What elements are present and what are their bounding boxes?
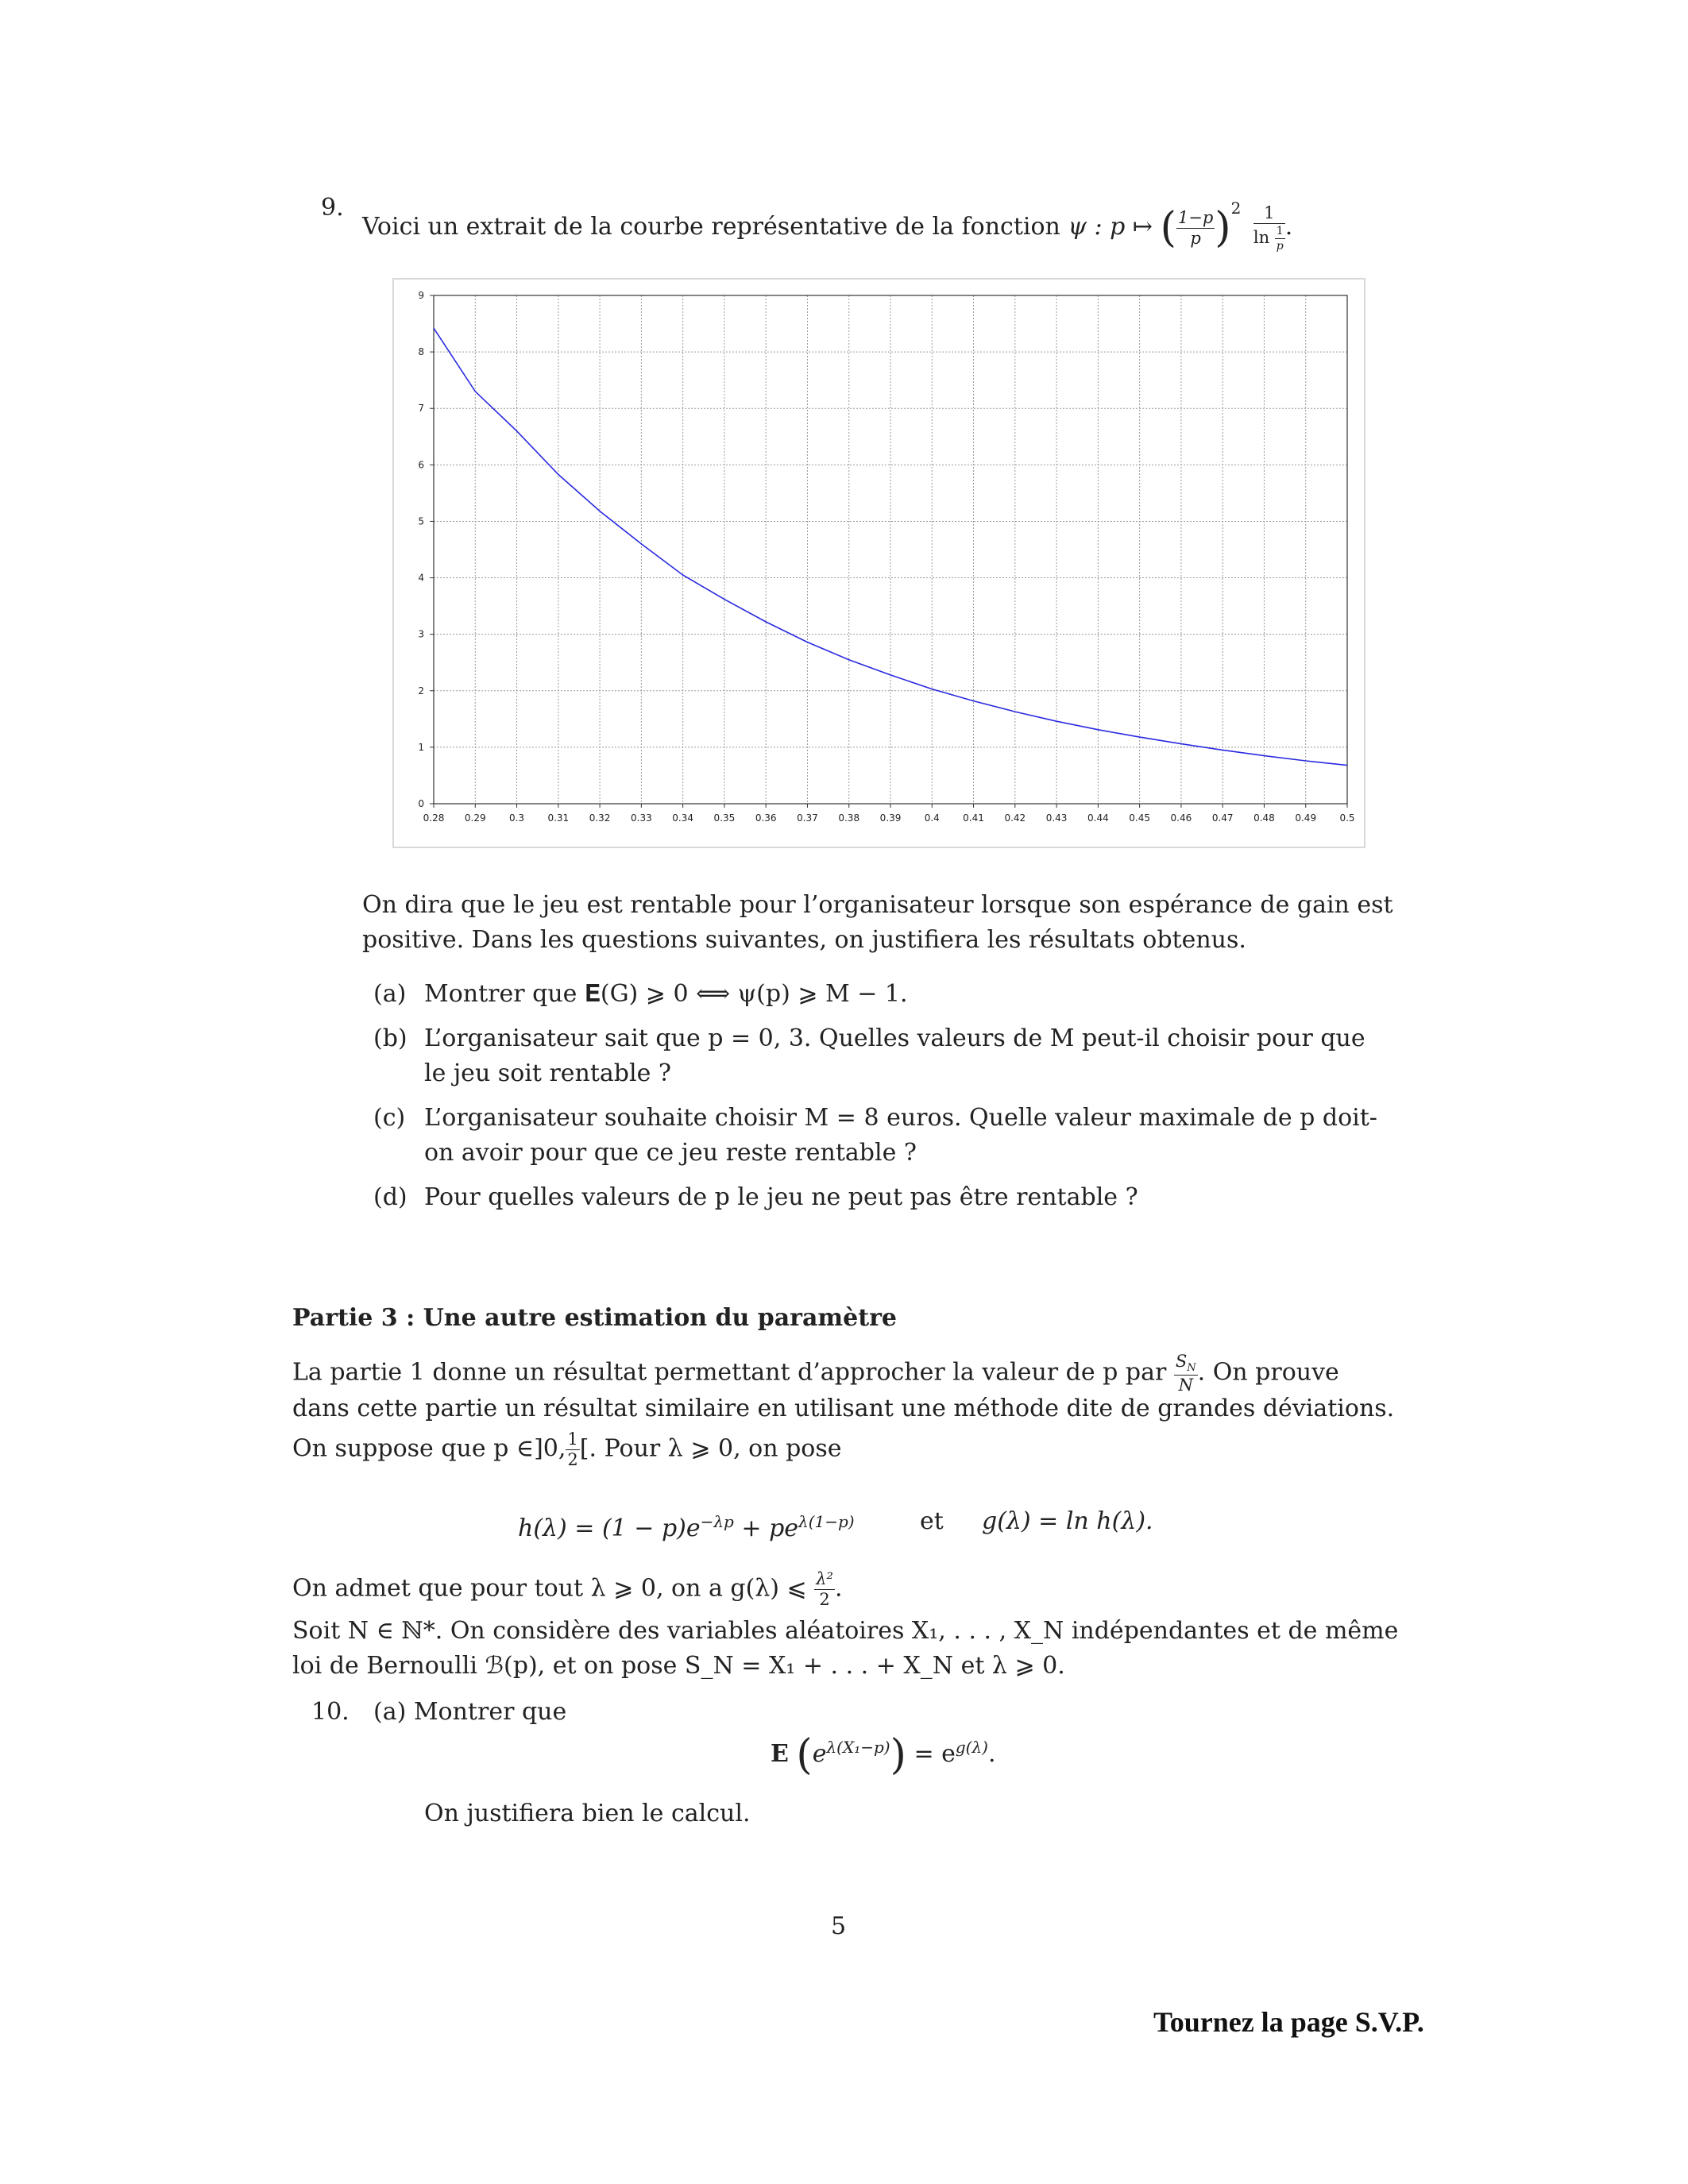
question-9-intro bbox=[362, 191, 1292, 252]
x-tick-label: 0.43 bbox=[1045, 812, 1068, 824]
x-tick-label: 0.35 bbox=[713, 812, 736, 824]
y-tick-label: 0 bbox=[418, 798, 424, 809]
x-tick-label: 0.46 bbox=[1170, 812, 1192, 824]
psi-chart bbox=[392, 278, 1365, 848]
fraction-denominator: p bbox=[1190, 228, 1201, 248]
partie-3-line-2: dans cette partie un résultat similaire en utilisant une méthode dite de grandes déviations. bbox=[292, 1395, 1395, 1422]
partie-3-line-1-text: La partie 1 donne un résultat permettant d’approcher la valeur de p par bbox=[292, 1358, 1167, 1387]
exponent-two: 2 bbox=[1230, 199, 1242, 218]
partie-3-line-3 bbox=[292, 1431, 842, 1468]
page-number: 5 bbox=[831, 1912, 847, 1940]
x-tick-label: 0.31 bbox=[547, 812, 570, 824]
fraction-numerator: $S_N$ bbox=[1175, 1352, 1196, 1375]
exp-exponent: λ(X₁−p) bbox=[826, 1738, 890, 1757]
fraction-one-half bbox=[566, 1431, 579, 1468]
x-tick-label: 0.32 bbox=[589, 812, 611, 824]
x-tick-label: 0.38 bbox=[838, 812, 860, 824]
x-tick-label: 0.42 bbox=[1004, 812, 1026, 824]
x-tick-label: 0.49 bbox=[1295, 812, 1317, 824]
partie-3-line-1 bbox=[292, 1353, 1339, 1394]
fraction-denominator: p bbox=[1276, 239, 1284, 253]
fraction-denominator: N bbox=[1178, 1376, 1193, 1395]
item-b-line-2: le jeu soit rentable ? bbox=[424, 1059, 671, 1087]
fraction-sn-over-n bbox=[1174, 1353, 1198, 1394]
fraction-denominator: 2 bbox=[819, 1590, 830, 1609]
y-tick-label: 4 bbox=[418, 572, 424, 584]
fraction-numerator: 1 bbox=[567, 1430, 578, 1449]
y-tick-label: 3 bbox=[418, 628, 424, 640]
item-b-line-1: L’organisateur sait que p = 0, 3. Quelles valeurs de M peut-il choisir pour que bbox=[424, 1024, 1365, 1052]
item-d-label: (d) bbox=[373, 1183, 408, 1211]
psi-definition: ψ : p ↦ bbox=[1068, 213, 1153, 241]
x-tick-label: 0.3 bbox=[508, 812, 525, 824]
item-c-line-2: on avoir pour que ce jeu reste rentable ? bbox=[424, 1139, 917, 1167]
y-tick-label: 2 bbox=[418, 685, 424, 696]
partie-3-line-4-text: On admet que pour tout λ ⩾ 0, on a g(λ) ⩽ bbox=[292, 1574, 807, 1603]
x-tick-label: 0.5 bbox=[1339, 812, 1355, 824]
equation-rhs: = e bbox=[914, 1740, 956, 1768]
equation-rhs-exponent: g(λ) bbox=[955, 1738, 988, 1757]
fraction-denominator bbox=[1253, 224, 1285, 252]
equation-h-left: h(λ) = (1 − p)e bbox=[518, 1515, 701, 1542]
x-tick-label: 0.45 bbox=[1129, 812, 1150, 824]
y-tick-label: 1 bbox=[418, 741, 424, 753]
partie-3-line-3-end: [. Pour λ ⩾ 0, on pose bbox=[579, 1434, 842, 1463]
x-tick-label: 0.41 bbox=[963, 812, 984, 824]
paragraph-rentable-line-1: On dira que le jeu est rentable pour l’organisateur lorsque son espérance de gain est bbox=[362, 891, 1393, 919]
equation-h-exponent-2: λ(1−p) bbox=[798, 1512, 855, 1531]
psi-chart-svg bbox=[394, 280, 1364, 847]
partie-3-line-3-text: On suppose que p ∈]0, bbox=[292, 1434, 566, 1463]
fraction-one-over-p bbox=[1275, 226, 1285, 252]
partie-3-line-4-end: . bbox=[834, 1574, 843, 1603]
item-c-line-1: L’organisateur souhaite choisir M = 8 euros. Quelle valeur maximale de p doit- bbox=[424, 1104, 1377, 1132]
fraction-numerator: 1 bbox=[1276, 224, 1284, 237]
equation-h-lambda bbox=[518, 1504, 855, 1546]
x-tick-label: 0.39 bbox=[879, 812, 902, 824]
x-tick-label: 0.33 bbox=[631, 812, 652, 824]
x-tick-label: 0.48 bbox=[1253, 812, 1275, 824]
partie-3-heading: Partie 3 : Une autre estimation du paramètre bbox=[292, 1304, 897, 1332]
right-paren: ) bbox=[1215, 204, 1231, 252]
ln-text: ln bbox=[1253, 227, 1270, 247]
partie-3-line-6: loi de Bernoulli ℬ(p), et on pose S_N = X₁ + . . . + X_N et λ ⩾ 0. bbox=[292, 1652, 1065, 1680]
fraction-one-over-ln bbox=[1253, 205, 1285, 252]
x-tick-label: 0.47 bbox=[1211, 812, 1234, 824]
item-d-text: Pour quelles valeurs de p le jeu ne peut pas être rentable ? bbox=[424, 1183, 1138, 1211]
tournez-la-page: Tournez la page S.V.P. bbox=[1153, 2006, 1424, 2038]
x-tick-label: 0.36 bbox=[755, 812, 777, 824]
equation-et: et bbox=[920, 1507, 944, 1535]
x-tick-label: 0.44 bbox=[1087, 812, 1109, 824]
y-tick-label: 7 bbox=[418, 403, 424, 415]
item-a-label: (a) bbox=[373, 980, 407, 1008]
item-a-text: Montrer que 𝐄(G) ⩾ 0 ⟺ ψ(p) ⩾ M − 1. bbox=[424, 980, 908, 1008]
left-paren: ( bbox=[1160, 204, 1176, 252]
y-tick-label: 5 bbox=[418, 515, 424, 527]
x-tick-label: 0.28 bbox=[423, 812, 445, 824]
x-tick-label: 0.34 bbox=[672, 812, 693, 824]
item-b-label: (b) bbox=[373, 1024, 408, 1052]
y-tick-label: 9 bbox=[418, 290, 424, 301]
fraction-numerator: 1 bbox=[1253, 205, 1285, 224]
right-paren: ) bbox=[890, 1731, 906, 1779]
fraction-denominator: 2 bbox=[567, 1450, 578, 1469]
fraction-numerator: λ² bbox=[816, 1569, 833, 1588]
exp-base: e bbox=[812, 1740, 827, 1768]
item-c-label: (c) bbox=[373, 1104, 406, 1132]
paragraph-rentable-line-2: positive. Dans les questions suivantes, on justifiera les résultats obtenus. bbox=[362, 926, 1246, 954]
question-9-intro-text: Voici un extrait de la courbe représentative de la fonction bbox=[362, 213, 1060, 241]
question-10-a: (a) Montrer que bbox=[373, 1698, 567, 1726]
equation-end: . bbox=[987, 1740, 996, 1768]
y-tick-label: 6 bbox=[418, 459, 424, 471]
question-10-number: 10. bbox=[311, 1698, 350, 1726]
partie-3-line-4 bbox=[292, 1571, 843, 1608]
end-dot: . bbox=[1284, 213, 1293, 241]
question-9-number: 9. bbox=[321, 194, 344, 222]
fraction-one-minus-p-over-p bbox=[1176, 207, 1215, 248]
x-tick-label: 0.37 bbox=[797, 812, 818, 824]
question-10-justify: On justifiera bien le calcul. bbox=[424, 1800, 751, 1827]
partie-3-line-1-end: . On prouve bbox=[1197, 1358, 1339, 1387]
x-tick-label: 0.29 bbox=[464, 812, 486, 824]
partie-3-line-5: Soit N ∈ ℕ*. On considère des variables aléatoires X₁, . . . , X_N indépendantes et de même bbox=[292, 1617, 1399, 1645]
expectation-symbol: 𝐄 bbox=[771, 1740, 789, 1768]
equation-h-exponent-1: −λp bbox=[700, 1512, 734, 1531]
equation-h-middle: + pe bbox=[733, 1515, 799, 1542]
x-tick-label: 0.4 bbox=[924, 812, 940, 824]
equation-expectation bbox=[771, 1730, 996, 1779]
left-paren: ( bbox=[796, 1731, 813, 1779]
fraction-numerator: 1−p bbox=[1177, 207, 1214, 227]
equation-g-lambda: g(λ) = ln h(λ). bbox=[982, 1507, 1153, 1535]
y-tick-label: 8 bbox=[418, 346, 424, 358]
fraction-lambda-squared-over-two bbox=[814, 1571, 835, 1608]
